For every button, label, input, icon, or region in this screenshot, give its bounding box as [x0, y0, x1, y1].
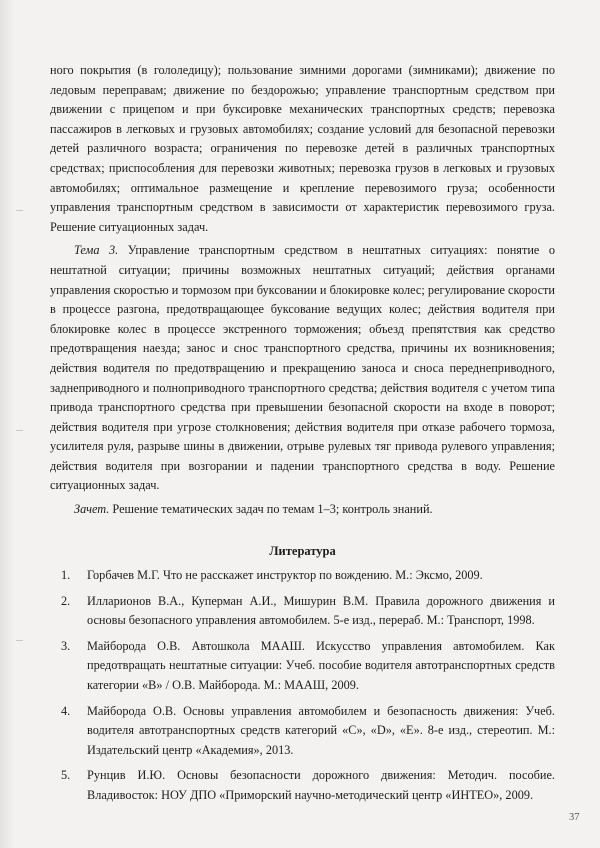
- paragraph-text: Решение тематических задач по темам 1–3; контроль знаний.: [109, 502, 433, 517]
- scan-mark: [16, 210, 23, 211]
- paragraph-topic-3: [50, 241, 555, 496]
- scan-mark: [16, 640, 23, 641]
- reference-text: Майборода О.В. Автошкола МААШ. Искусство управления автомобилем. Как предотвращать нештатные ситуации: Учеб. пособие водителя автотранспортных средств категории «В» / О.В. Майборода. М.: МААШ, 2009.: [87, 638, 555, 692]
- scan-mark: [16, 430, 23, 431]
- reference-item: [50, 637, 555, 696]
- reference-item: [50, 566, 555, 586]
- body-text: [50, 61, 555, 520]
- paragraph-text: Управление транспортным средством в нештатных ситуациях: понятие о нештатной ситуации; причины возможных нештатных ситуаций; действия органами управления скоростью и тормозом при буксовании и блокировке колес; регулирование скорости в процессе разгона, предотвращающее буксование ведущих колес; действия водителя при блокировке колес в процессе экстренного торможения; объезд препятствия как средство предотвращения наезда; занос и снос транспортного средства, причины их возникновения; действия водителя по предотвращению и прекращению заноса и сноса переднеприводного, заднеприводного и полноприводного транспортного средства; действия водителя с учетом типа привода транспортного средства при превышении безопасной скорости на входе в поворот; действия водителя при угрозе столкновения; действия водителя при отказе рабочего тормоза, усилителя руля, разрыве шины в движении, отрыве рулевых тяг привода рулевого управления; действия водителя при возгорании и падении транспортного средства в воду. Решение ситуационных задач.: [50, 243, 555, 493]
- reference-text: Рунцив И.Ю. Основы безопасности дорожного движения: Методич. пособие. Владивосток: НОУ ДПО «Приморский научно-методический центр «ИНТЕО», 2009.: [87, 768, 555, 802]
- reference-text: Майборода О.В. Основы управления автомобилем и безопасность движения: Учеб. водителя автотранспортных средств категорий «С», «D», «Е». 8-е изд., стереотип. М.: Издательский центр «Академия», 2013.: [87, 703, 555, 757]
- page-number: 37: [569, 812, 580, 823]
- paragraph-continuation: [50, 61, 555, 237]
- references-list: [50, 566, 555, 812]
- references-title: Литература: [269, 544, 336, 558]
- reference-number: 2.: [61, 593, 71, 608]
- reference-text: Горбачев М.Г. Что не расскажет инструктор по вождению. М.: Эксмо, 2009.: [87, 568, 483, 582]
- reference-item: [50, 702, 555, 761]
- paragraph-text: ного покрытия (в гололедицу); пользование зимними дорогами (зимниками); движение по ледовым переправам; движение по бездорожью; управление транспортным средством при движении с прицепом и при буксировке механических транспортных средств; перевозка пассажиров в легковых и грузовых автомобилях; создание условий для безопасной перевозки детей различного возраста; ограничения по перевозке детей в различных транспортных средствах; приспособления для перевозки животных; перевозка грузов в легковых и грузовых автомобилях; оптимальное размещение и крепление перевозимого груза; особенности управления транспортным средством в зависимости от характеристик перевозимого груза. Решение ситуационных задач.: [50, 63, 555, 234]
- reference-item: [50, 592, 555, 631]
- reference-number: 3.: [61, 638, 71, 653]
- reference-number: 1.: [61, 568, 71, 582]
- paragraph-lead: Зачет.: [74, 502, 110, 517]
- reference-number: 5.: [61, 768, 71, 783]
- reference-number: 4.: [61, 703, 71, 718]
- paragraph-credit: [50, 500, 555, 520]
- reference-text: Илларионов В.А., Куперман А.И., Мишурин В.М. Правила дорожного движения и основы безопасного управления автомобилем. 5-е изд., перераб. М.: Транспорт, 1998.: [87, 593, 555, 628]
- paragraph-lead: Тема 3.: [74, 243, 119, 258]
- scan-edge-shadow: [0, 0, 14, 848]
- reference-item: [50, 766, 555, 805]
